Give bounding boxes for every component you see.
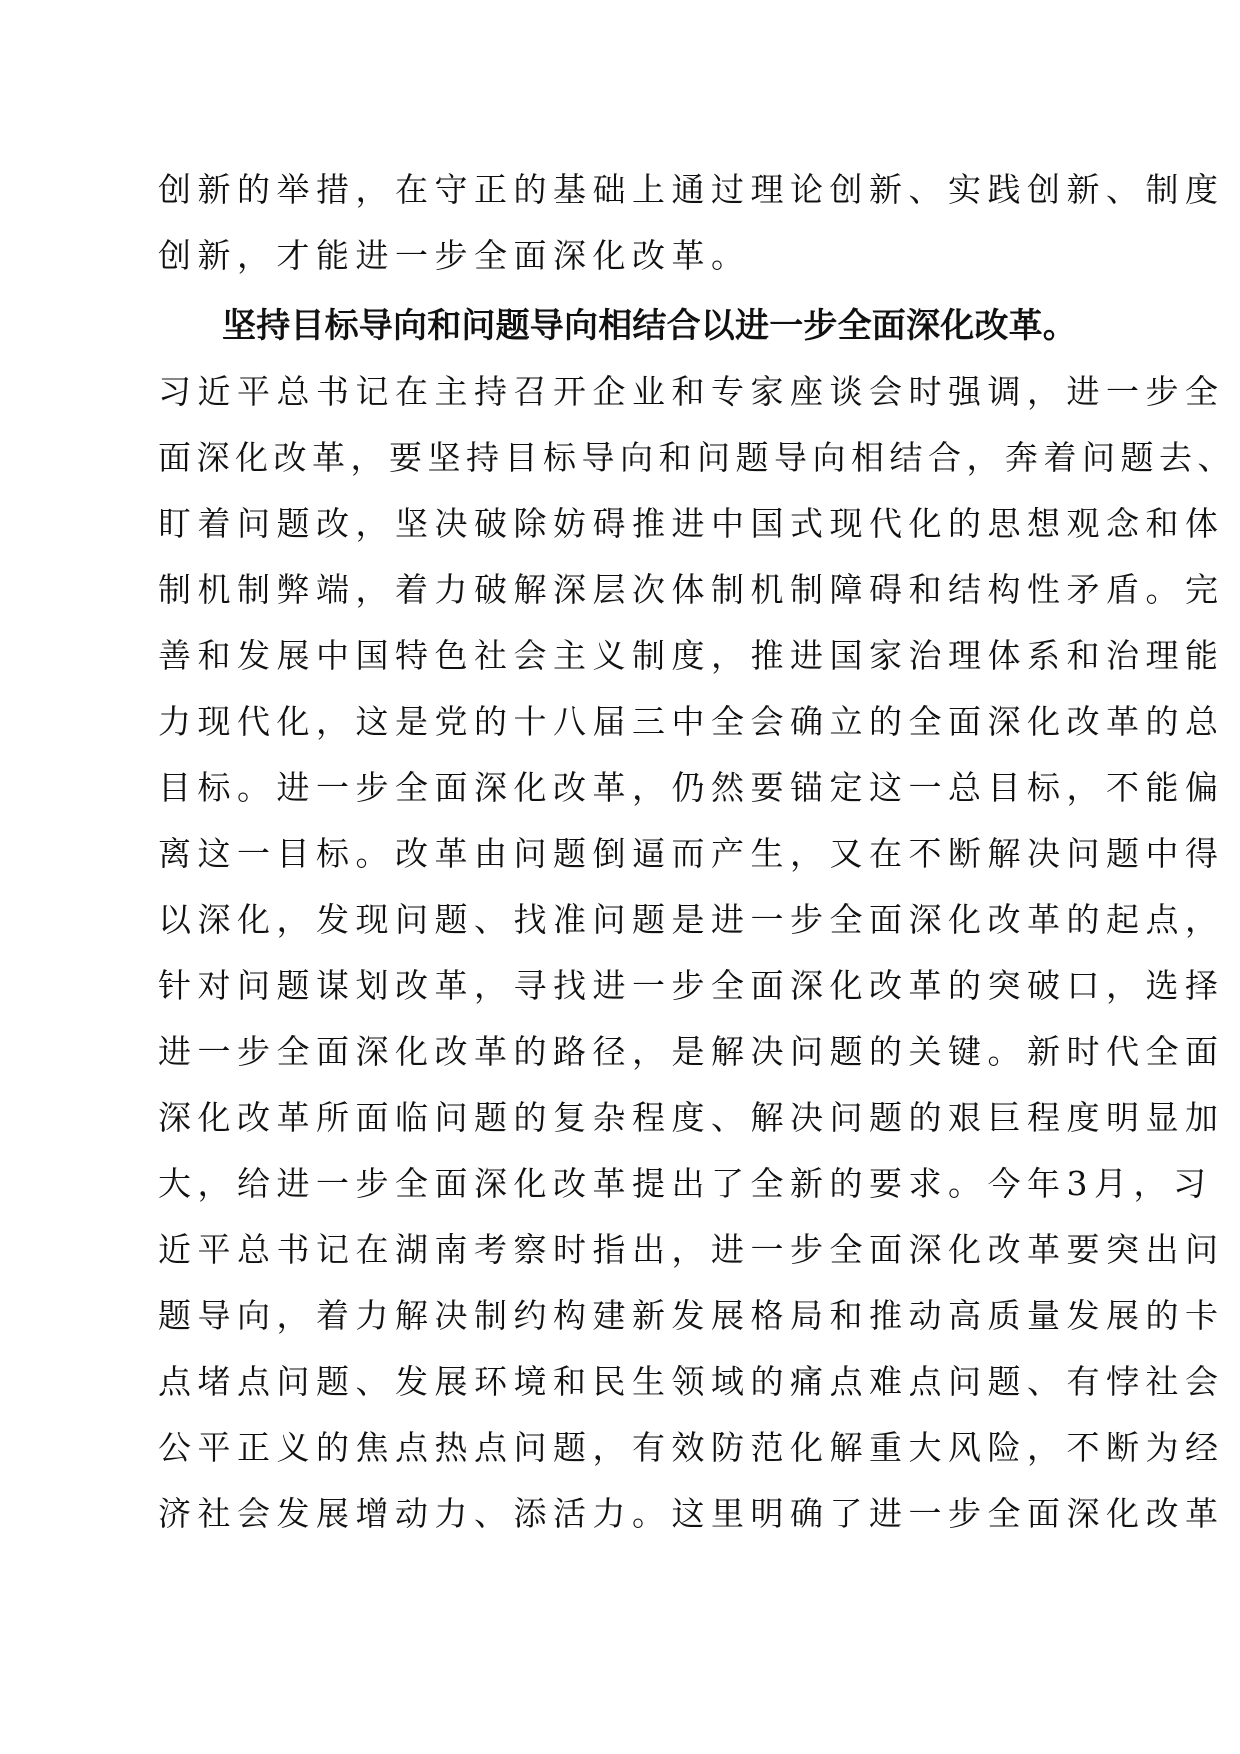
text-line: 公平正义的焦点热点问题，有效防范化解重大风险，不断为经 xyxy=(158,1428,1225,1467)
section-heading: 坚持目标导向和问题导向相结合以进一步全面深化改革。 xyxy=(222,306,1077,346)
text-line: 善和发展中国特色社会主义制度，推进国家治理体系和治理能 xyxy=(158,636,1225,675)
text-line: 盯着问题改，坚决破除妨碍推进中国式现代化的思想观念和体 xyxy=(158,504,1225,543)
text-line: 习近平总书记在主持召开企业和专家座谈会时强调，进一步全 xyxy=(158,372,1225,411)
text-line: 创新，才能进一步全面深化改革。 xyxy=(158,236,751,275)
text-line: 面深化改革，要坚持目标导向和问题导向相结合，奔着问题去、 xyxy=(158,438,1236,477)
text-line: 大，给进一步全面深化改革提出了全新的要求。今年3月，习 xyxy=(158,1164,1213,1203)
text-line: 点堵点问题、发展环境和民生领域的痛点难点问题、有悖社会 xyxy=(158,1362,1225,1401)
text-line: 针对问题谋划改革，寻找进一步全面深化改革的突破口，选择 xyxy=(158,966,1225,1005)
text-line: 进一步全面深化改革的路径，是解决问题的关键。新时代全面 xyxy=(158,1032,1225,1071)
text-line: 以深化，发现问题、找准问题是进一步全面深化改革的起点， xyxy=(158,900,1225,939)
text-line: 制机制弊端，着力破解深层次体制机制障碍和结构性矛盾。完 xyxy=(158,570,1225,609)
text-line: 力现代化，这是党的十八届三中全会确立的全面深化改革的总 xyxy=(158,702,1225,741)
text-line: 近平总书记在湖南考察时指出，进一步全面深化改革要突出问 xyxy=(158,1230,1225,1269)
text-line: 创新的举措，在守正的基础上通过理论创新、实践创新、制度 xyxy=(158,170,1225,209)
text-line: 深化改革所面临问题的复杂程度、解决问题的艰巨程度明显加 xyxy=(158,1098,1225,1137)
text-line: 题导向，着力解决制约构建新发展格局和推动高质量发展的卡 xyxy=(158,1296,1225,1335)
text-line: 济社会发展增动力、添活力。这里明确了进一步全面深化改革 xyxy=(158,1494,1225,1533)
text-line: 离这一目标。改革由问题倒逼而产生，又在不断解决问题中得 xyxy=(158,834,1225,873)
text-line: 目标。进一步全面深化改革，仍然要锚定这一总目标，不能偏 xyxy=(158,768,1225,807)
